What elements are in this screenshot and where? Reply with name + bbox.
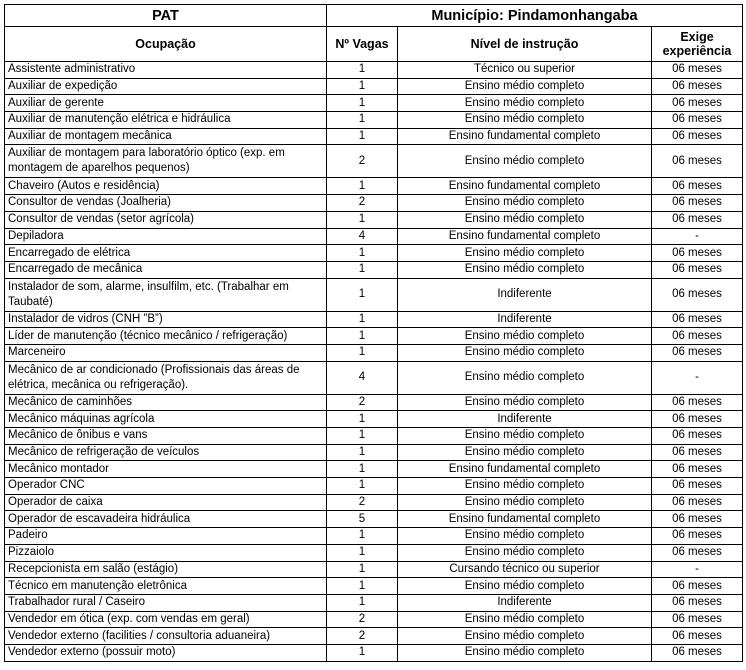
experience-cell: 06 meses: [652, 394, 743, 411]
table-row: [5, 344, 743, 361]
vacancies-cell: 4: [327, 228, 398, 245]
experience-cell: 06 meses: [652, 178, 743, 195]
education-level-cell: Ensino médio completo: [398, 361, 652, 394]
vacancies-cell: 1: [327, 278, 398, 311]
education-level-cell: Ensino médio completo: [398, 211, 652, 228]
table-row: [5, 628, 743, 645]
occupation-cell: Líder de manutenção (técnico mecânico / refrigeração): [5, 328, 327, 345]
vacancies-cell: 1: [327, 561, 398, 578]
occupation-cell: Operador de caixa: [5, 494, 327, 511]
occupation-cell: Auxiliar de manutenção elétrica e hidráulica: [5, 112, 327, 129]
occupation-cell: Mecânico de ar condicionado (Profissionais das áreas de elétrica, mecânica ou refrigeração).: [5, 361, 327, 394]
experience-cell: 06 meses: [652, 128, 743, 145]
experience-cell: 06 meses: [652, 411, 743, 428]
table-row: [5, 544, 743, 561]
experience-cell: 06 meses: [652, 78, 743, 95]
experience-cell: 06 meses: [652, 62, 743, 79]
occupation-cell: Vendedor externo (facilities / consultoria aduaneira): [5, 628, 327, 645]
education-level-cell: Indiferente: [398, 411, 652, 428]
table-row: [5, 195, 743, 212]
education-level-cell: Indiferente: [398, 594, 652, 611]
municipality-title: Município: Pindamonhangaba: [327, 5, 743, 27]
experience-cell: 06 meses: [652, 344, 743, 361]
education-level-cell: Ensino fundamental completo: [398, 511, 652, 528]
table-row: [5, 394, 743, 411]
occupation-cell: Pizzaiolo: [5, 544, 327, 561]
experience-cell: 06 meses: [652, 494, 743, 511]
table-row: [5, 594, 743, 611]
occupation-cell: Padeiro: [5, 528, 327, 545]
occupation-cell: Encarregado de elétrica: [5, 245, 327, 262]
experience-cell: 06 meses: [652, 611, 743, 628]
vacancies-cell: 2: [327, 145, 398, 178]
header-row: [5, 27, 743, 62]
vacancies-cell: 1: [327, 461, 398, 478]
experience-cell: -: [652, 228, 743, 245]
occupation-cell: Depiladora: [5, 228, 327, 245]
table-row: [5, 128, 743, 145]
education-level-cell: Ensino fundamental completo: [398, 228, 652, 245]
table-row: [5, 228, 743, 245]
vacancies-cell: 1: [327, 78, 398, 95]
vacancies-cell: 1: [327, 128, 398, 145]
vacancies-cell: 5: [327, 511, 398, 528]
education-level-cell: Ensino médio completo: [398, 394, 652, 411]
experience-cell: 06 meses: [652, 428, 743, 445]
experience-cell: 06 meses: [652, 461, 743, 478]
vacancies-cell: 2: [327, 394, 398, 411]
vacancies-cell: 2: [327, 628, 398, 645]
education-level-cell: Ensino fundamental completo: [398, 461, 652, 478]
occupation-cell: Mecânico de refrigeração de veículos: [5, 444, 327, 461]
experience-cell: 06 meses: [652, 195, 743, 212]
experience-cell: 06 meses: [652, 245, 743, 262]
table-row: [5, 95, 743, 112]
vacancies-cell: 1: [327, 528, 398, 545]
table-row: [5, 644, 743, 661]
vacancies-cell: 1: [327, 261, 398, 278]
vacancies-cell: 1: [327, 328, 398, 345]
occupation-cell: Instalador de som, alarme, insulfilm, etc. (Trabalhar em Taubaté): [5, 278, 327, 311]
occupation-cell: Recepcionista em salão (estágio): [5, 561, 327, 578]
vacancies-cell: 1: [327, 344, 398, 361]
job-vacancies-table: [4, 4, 743, 662]
occupation-cell: Auxiliar de gerente: [5, 95, 327, 112]
occupation-cell: Chaveiro (Autos e residência): [5, 178, 327, 195]
education-level-cell: Ensino médio completo: [398, 245, 652, 262]
table-row: [5, 245, 743, 262]
occupation-cell: Auxiliar de montagem mecânica: [5, 128, 327, 145]
table-row: [5, 561, 743, 578]
experience-cell: 06 meses: [652, 95, 743, 112]
table-row: [5, 112, 743, 129]
table-row: [5, 178, 743, 195]
education-level-cell: Ensino médio completo: [398, 444, 652, 461]
header-exp: Exige experiência: [652, 27, 743, 62]
table-row: [5, 528, 743, 545]
vacancies-cell: 1: [327, 178, 398, 195]
occupation-cell: Assistente administrativo: [5, 62, 327, 79]
vacancies-cell: 1: [327, 112, 398, 129]
occupation-cell: Técnico em manutenção eletrônica: [5, 578, 327, 595]
occupation-cell: Auxiliar de montagem para laboratório óptico (exp. em montagem de aparelhos pequenos): [5, 145, 327, 178]
header-nivel: Nível de instrução: [398, 27, 652, 62]
occupation-cell: Mecânico montador: [5, 461, 327, 478]
experience-cell: 06 meses: [652, 261, 743, 278]
experience-cell: 06 meses: [652, 211, 743, 228]
experience-cell: 06 meses: [652, 628, 743, 645]
education-level-cell: Ensino fundamental completo: [398, 178, 652, 195]
experience-cell: 06 meses: [652, 112, 743, 129]
education-level-cell: Ensino médio completo: [398, 478, 652, 495]
vacancies-cell: 1: [327, 594, 398, 611]
table-row: [5, 145, 743, 178]
experience-cell: -: [652, 561, 743, 578]
education-level-cell: Ensino médio completo: [398, 195, 652, 212]
vacancies-cell: 1: [327, 95, 398, 112]
experience-cell: 06 meses: [652, 311, 743, 328]
education-level-cell: Ensino médio completo: [398, 261, 652, 278]
occupation-cell: Mecânico máquinas agrícola: [5, 411, 327, 428]
experience-cell: 06 meses: [652, 145, 743, 178]
table-row: [5, 494, 743, 511]
education-level-cell: Ensino médio completo: [398, 145, 652, 178]
table-row: [5, 461, 743, 478]
education-level-cell: Ensino médio completo: [398, 112, 652, 129]
education-level-cell: Ensino médio completo: [398, 328, 652, 345]
education-level-cell: Ensino médio completo: [398, 644, 652, 661]
experience-cell: 06 meses: [652, 511, 743, 528]
education-level-cell: Ensino médio completo: [398, 494, 652, 511]
table-row: [5, 411, 743, 428]
table-row: [5, 428, 743, 445]
vacancies-cell: 1: [327, 444, 398, 461]
vacancies-cell: 4: [327, 361, 398, 394]
occupation-cell: Instalador de vidros (CNH ”B”): [5, 311, 327, 328]
occupation-cell: Mecânico de caminhões: [5, 394, 327, 411]
table-row: [5, 578, 743, 595]
header-ocupacao: Ocupação: [5, 27, 327, 62]
table-row: [5, 62, 743, 79]
vacancies-cell: 1: [327, 245, 398, 262]
education-level-cell: Ensino médio completo: [398, 78, 652, 95]
occupation-cell: Trabalhador rural / Caseiro: [5, 594, 327, 611]
experience-cell: 06 meses: [652, 578, 743, 595]
education-level-cell: Ensino médio completo: [398, 544, 652, 561]
table-row: [5, 478, 743, 495]
occupation-cell: Operador de escavadeira hidráulica: [5, 511, 327, 528]
education-level-cell: Cursando técnico ou superior: [398, 561, 652, 578]
experience-cell: 06 meses: [652, 644, 743, 661]
education-level-cell: Indiferente: [398, 278, 652, 311]
vacancies-cell: 1: [327, 311, 398, 328]
table-row: [5, 511, 743, 528]
education-level-cell: Ensino médio completo: [398, 628, 652, 645]
occupation-cell: Consultor de vendas (Joalheria): [5, 195, 327, 212]
education-level-cell: Ensino médio completo: [398, 428, 652, 445]
occupation-cell: Marceneiro: [5, 344, 327, 361]
vacancies-cell: 1: [327, 62, 398, 79]
experience-cell: 06 meses: [652, 328, 743, 345]
education-level-cell: Ensino médio completo: [398, 344, 652, 361]
experience-cell: -: [652, 361, 743, 394]
vacancies-cell: 2: [327, 494, 398, 511]
vacancies-cell: 1: [327, 411, 398, 428]
education-level-cell: Ensino fundamental completo: [398, 128, 652, 145]
experience-cell: 06 meses: [652, 444, 743, 461]
table-row: [5, 311, 743, 328]
occupation-cell: Mecânico de ônibus e vans: [5, 428, 327, 445]
experience-cell: 06 meses: [652, 528, 743, 545]
table-row: [5, 444, 743, 461]
vacancies-cell: 1: [327, 478, 398, 495]
vacancies-cell: 1: [327, 544, 398, 561]
experience-cell: 06 meses: [652, 478, 743, 495]
experience-cell: 06 meses: [652, 594, 743, 611]
education-level-cell: Ensino médio completo: [398, 95, 652, 112]
table-row: [5, 328, 743, 345]
header-vagas: Nº Vagas: [327, 27, 398, 62]
education-level-cell: Ensino médio completo: [398, 578, 652, 595]
vacancies-cell: 1: [327, 428, 398, 445]
vacancies-cell: 1: [327, 644, 398, 661]
education-level-cell: Ensino médio completo: [398, 611, 652, 628]
education-level-cell: Ensino médio completo: [398, 528, 652, 545]
education-level-cell: Técnico ou superior: [398, 62, 652, 79]
vacancies-cell: 1: [327, 578, 398, 595]
table-row: [5, 278, 743, 311]
vacancies-cell: 2: [327, 611, 398, 628]
table-row: [5, 261, 743, 278]
occupation-cell: Vendedor externo (possuir moto): [5, 644, 327, 661]
occupation-cell: Auxiliar de expedição: [5, 78, 327, 95]
occupation-cell: Operador CNC: [5, 478, 327, 495]
table-row: [5, 211, 743, 228]
vacancies-cell: 1: [327, 211, 398, 228]
table-row: [5, 78, 743, 95]
pat-title: PAT: [5, 5, 327, 27]
occupation-cell: Consultor de vendas (setor agrícola): [5, 211, 327, 228]
experience-cell: 06 meses: [652, 544, 743, 561]
table-body: [5, 62, 743, 662]
occupation-cell: Vendedor em ótica (exp. com vendas em geral): [5, 611, 327, 628]
table-row: [5, 611, 743, 628]
education-level-cell: Indiferente: [398, 311, 652, 328]
job-vacancies-sheet: [4, 4, 742, 662]
experience-cell: 06 meses: [652, 278, 743, 311]
title-row: [5, 5, 743, 27]
table-row: [5, 361, 743, 394]
occupation-cell: Encarregado de mecânica: [5, 261, 327, 278]
vacancies-cell: 2: [327, 195, 398, 212]
